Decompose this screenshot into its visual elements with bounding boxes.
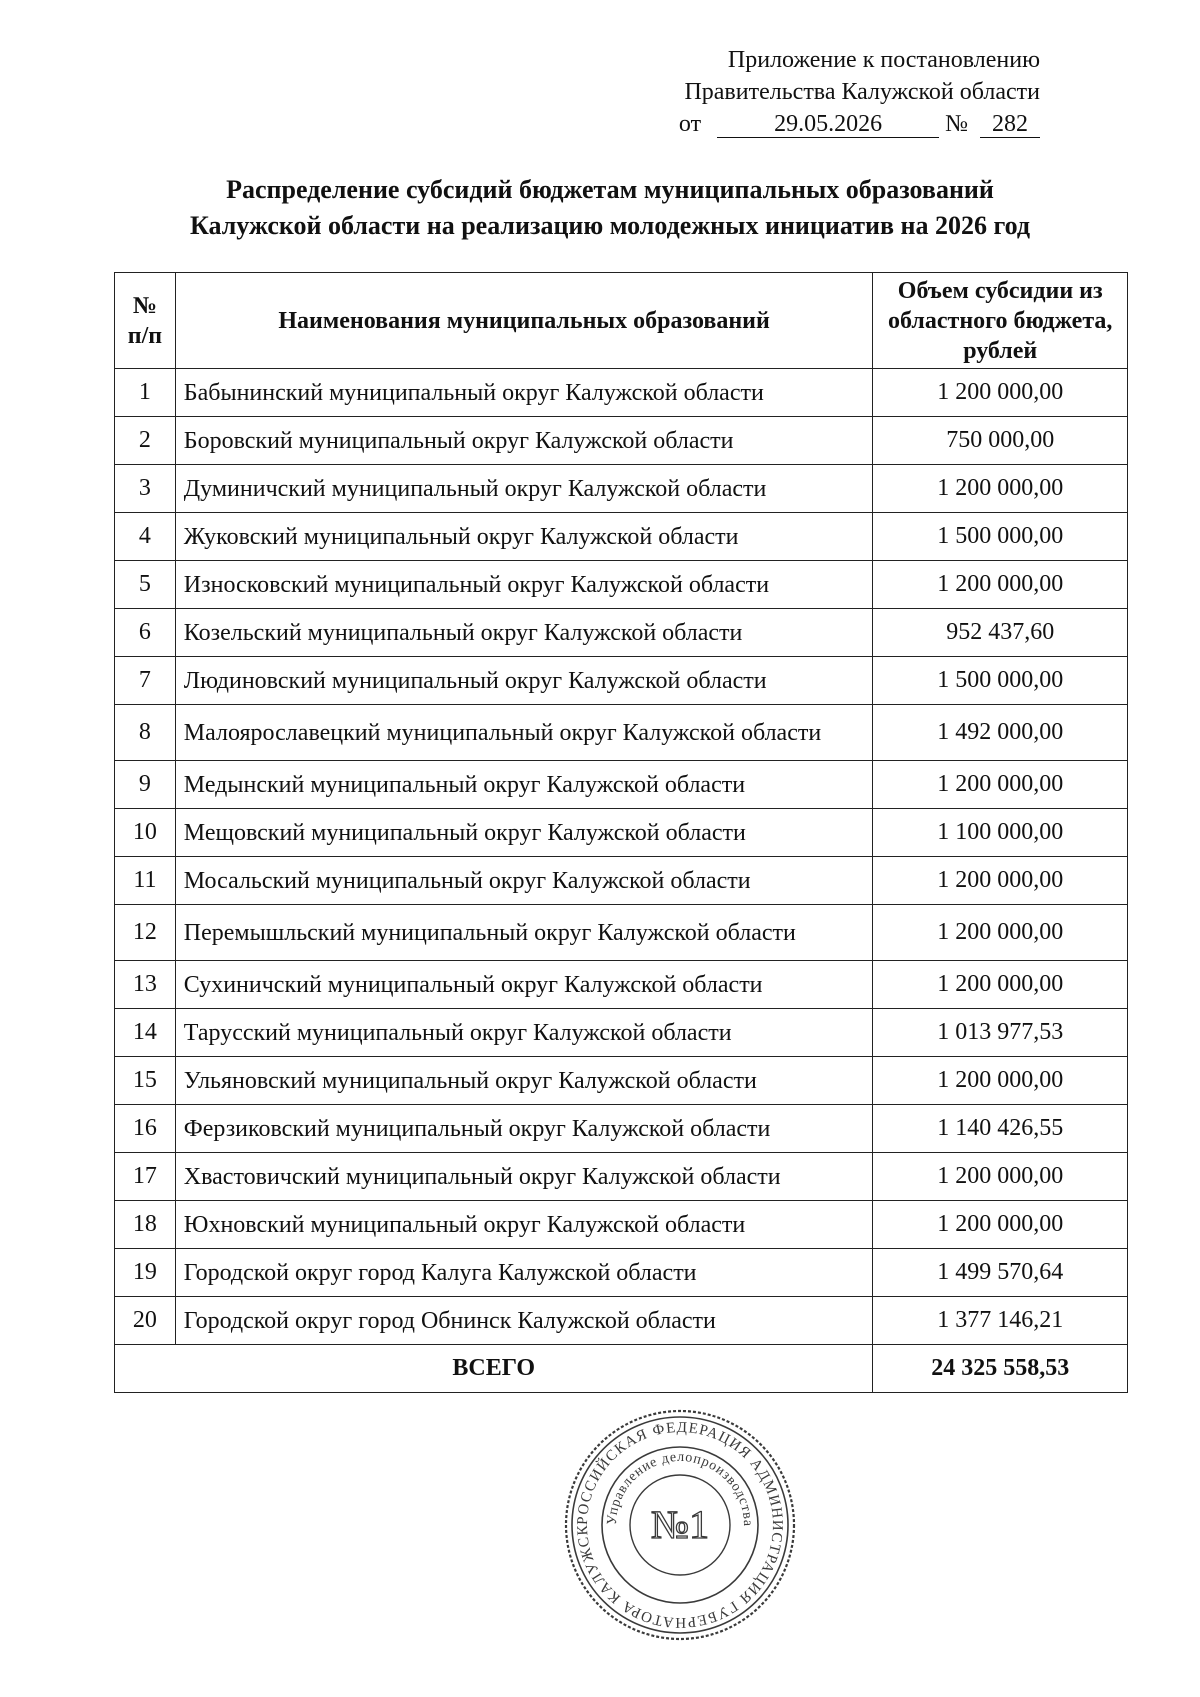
seal-graphic [560,1405,800,1645]
column-header-name: Наименования муниципальных образований [175,273,873,369]
row-number: 7 [115,657,176,705]
table-row [115,961,1128,1009]
row-number: 20 [115,1297,176,1345]
row-amount: 1 200 000,00 [873,369,1128,417]
seal-center-number: №1 [650,1502,710,1547]
number-label: № [945,111,968,137]
table-row [115,857,1128,905]
row-municipality: Юхновский муниципальный округ Калужской области [175,1201,873,1249]
row-municipality: Ульяновский муниципальный округ Калужской области [175,1057,873,1105]
total-label: ВСЕГО [115,1345,873,1393]
row-municipality: Ферзиковский муниципальный округ Калужской области [175,1105,873,1153]
row-municipality: Тарусский муниципальный округ Калужской области [175,1009,873,1057]
row-municipality: Жуковский муниципальный округ Калужской области [175,513,873,561]
row-number: 12 [115,905,176,961]
row-amount: 1 200 000,00 [873,1201,1128,1249]
total-row [115,1345,1128,1393]
table-header-row [115,273,1128,369]
seal-outer-text: РОССИЙСКАЯ ФЕДЕРАЦИЯ АДМИНИСТРАЦИЯ ГУБЕРНАТОРА КАЛУЖСК [574,1419,786,1631]
row-municipality: Износковский муниципальный округ Калужской области [175,561,873,609]
row-number: 13 [115,961,176,1009]
row-number: 17 [115,1153,176,1201]
row-municipality: Людиновский муниципальный округ Калужской области [175,657,873,705]
column-header-amount: Объем субсидии из областного бюджета, рублей [873,273,1128,369]
row-number: 11 [115,857,176,905]
attachment-header [640,44,1040,140]
table-row [115,561,1128,609]
row-municipality: Думиничский муниципальный округ Калужской области [175,465,873,513]
row-amount: 952 437,60 [873,609,1128,657]
row-municipality: Бабынинский муниципальный округ Калужской области [175,369,873,417]
seal-inner-text: Управление делопроизводства [604,1449,756,1527]
row-number: 10 [115,809,176,857]
row-number: 16 [115,1105,176,1153]
table-row [115,513,1128,561]
row-amount: 750 000,00 [873,417,1128,465]
row-amount: 1 200 000,00 [873,561,1128,609]
column-header-number: № п/п [115,273,176,369]
table-row [115,369,1128,417]
row-municipality: Перемышльский муниципальный округ Калужской области [175,905,873,961]
row-number: 5 [115,561,176,609]
row-amount: 1 013 977,53 [873,1009,1128,1057]
table-row [115,657,1128,705]
official-seal [560,1405,800,1645]
header-line-2: Правительства Калужской области [684,79,1040,105]
row-municipality: Малоярославецкий муниципальный округ Калужской области [175,705,873,761]
row-number: 14 [115,1009,176,1057]
row-amount: 1 200 000,00 [873,761,1128,809]
row-municipality: Городской округ город Обнинск Калужской области [175,1297,873,1345]
subsidy-table [114,272,1128,1393]
table-row [115,1201,1128,1249]
table-row [115,905,1128,961]
row-amount: 1 200 000,00 [873,961,1128,1009]
header-line-1: Приложение к постановлению [727,47,1040,73]
row-number: 4 [115,513,176,561]
row-number: 8 [115,705,176,761]
row-number: 9 [115,761,176,809]
table-row [115,1249,1128,1297]
row-municipality: Козельский муниципальный округ Калужской области [175,609,873,657]
table-row [115,809,1128,857]
row-municipality: Медынский муниципальный округ Калужской области [175,761,873,809]
table-row [115,1057,1128,1105]
row-amount: 1 377 146,21 [873,1297,1128,1345]
row-number: 15 [115,1057,176,1105]
title-line-1: Распределение субсидий бюджетам муниципальных образований [226,175,994,204]
table-row [115,1153,1128,1201]
table-row [115,417,1128,465]
row-number: 18 [115,1201,176,1249]
document-title [110,172,1110,244]
title-line-2: Калужской области на реализацию молодежных инициатив на 2026 год [189,211,1031,240]
row-municipality: Хвастовичский муниципальный округ Калужской области [175,1153,873,1201]
row-municipality: Сухиничский муниципальный округ Калужской области [175,961,873,1009]
row-number: 2 [115,417,176,465]
table-row [115,1009,1128,1057]
row-municipality: Городской округ город Калуга Калужской области [175,1249,873,1297]
row-amount: 1 492 000,00 [873,705,1128,761]
row-number: 6 [115,609,176,657]
row-municipality: Мосальский муниципальный округ Калужской области [175,857,873,905]
row-amount: 1 200 000,00 [873,465,1128,513]
table-row [115,1297,1128,1345]
row-amount: 1 200 000,00 [873,1057,1128,1105]
row-municipality: Мещовский муниципальный округ Калужской области [175,809,873,857]
row-amount: 1 500 000,00 [873,513,1128,561]
table-row [115,465,1128,513]
table-row [115,761,1128,809]
row-municipality: Боровский муниципальный округ Калужской области [175,417,873,465]
row-amount: 1 500 000,00 [873,657,1128,705]
table-row [115,1105,1128,1153]
row-amount: 1 200 000,00 [873,905,1128,961]
row-amount: 1 200 000,00 [873,857,1128,905]
row-amount: 1 140 426,55 [873,1105,1128,1153]
from-label: от [678,111,702,137]
header-date-line [640,108,1040,140]
decree-date: 29.05.2026 [717,111,939,138]
row-amount: 1 200 000,00 [873,1153,1128,1201]
table-row [115,705,1128,761]
row-amount: 1 100 000,00 [873,809,1128,857]
row-number: 19 [115,1249,176,1297]
row-number: 1 [115,369,176,417]
decree-number: 282 [980,111,1040,138]
table-row [115,609,1128,657]
row-number: 3 [115,465,176,513]
total-amount: 24 325 558,53 [873,1345,1128,1393]
row-amount: 1 499 570,64 [873,1249,1128,1297]
